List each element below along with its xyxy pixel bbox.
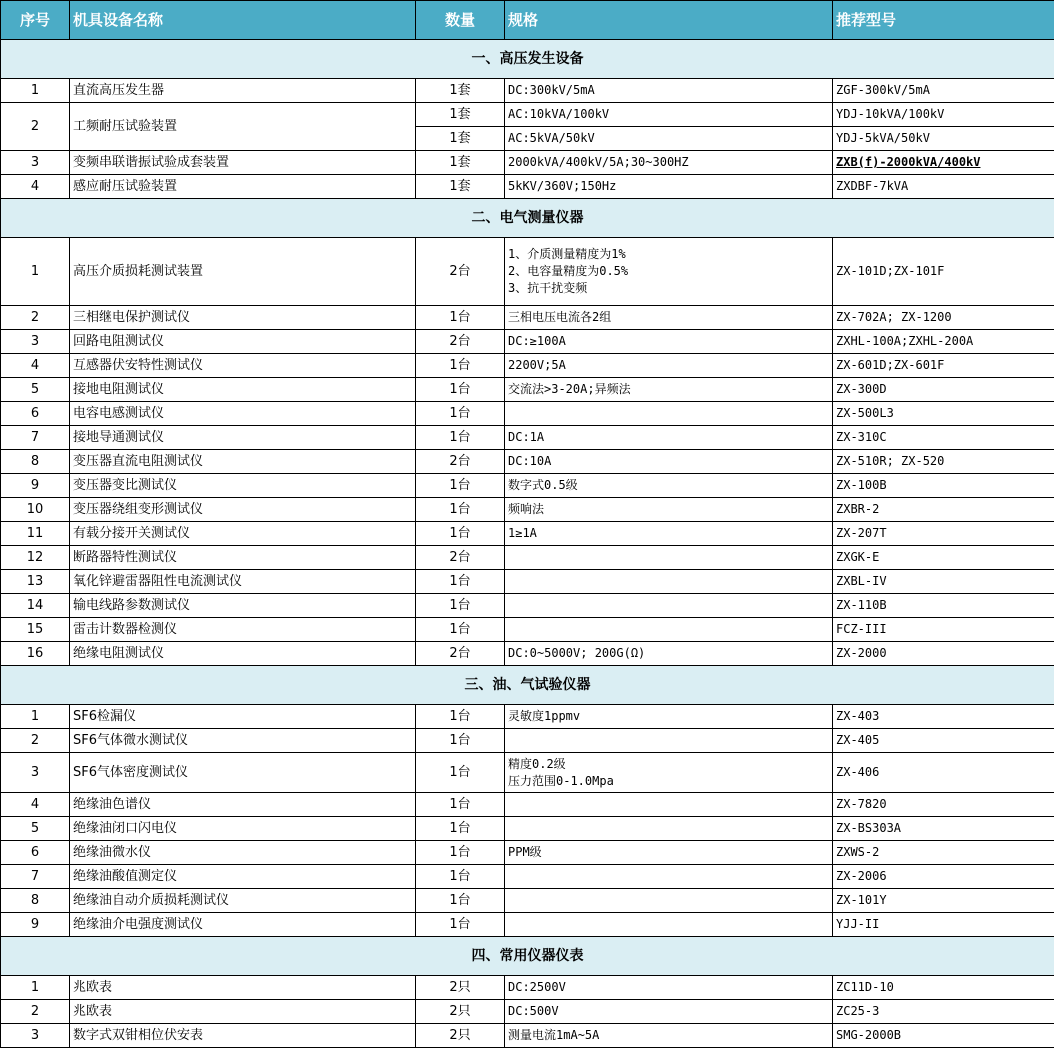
table-row — [1, 450, 1054, 474]
cell-qty: 1台 — [416, 841, 505, 865]
cell-qty: 1台 — [416, 705, 505, 729]
header-name: 机具设备名称 — [70, 1, 416, 40]
cell-name: 直流高压发生器 — [70, 79, 416, 103]
cell-seq: 14 — [1, 594, 70, 618]
cell-seq: 5 — [1, 817, 70, 841]
cell-name: 变压器变比测试仪 — [70, 474, 416, 498]
cell-model: ZX-100B — [833, 474, 1054, 498]
cell-qty: 2台 — [416, 238, 505, 306]
cell-qty: 1套 — [416, 79, 505, 103]
cell-seq: 1 — [1, 79, 70, 103]
cell-name: 三相继电保护测试仪 — [70, 306, 416, 330]
cell-qty: 1台 — [416, 402, 505, 426]
cell-qty: 1台 — [416, 729, 505, 753]
cell-spec — [505, 913, 833, 937]
cell-seq: 3 — [1, 330, 70, 354]
cell-model: ZX-110B — [833, 594, 1054, 618]
cell-qty: 2只 — [416, 976, 505, 1000]
cell-model: ZX-405 — [833, 729, 1054, 753]
cell-seq: 4 — [1, 175, 70, 199]
cell-spec: DC:500V — [505, 1000, 833, 1024]
cell-model: FCZ-III — [833, 618, 1054, 642]
cell-spec: 1≥1A — [505, 522, 833, 546]
cell-model: ZX-403 — [833, 705, 1054, 729]
cell-seq: 4 — [1, 354, 70, 378]
table-row — [1, 1000, 1054, 1024]
cell-qty: 1套 — [416, 127, 505, 151]
section-row — [1, 199, 1054, 238]
cell-name: 数字式双钳相位伏安表 — [70, 1024, 416, 1048]
table-row — [1, 546, 1054, 570]
cell-seq: 7 — [1, 865, 70, 889]
table-row — [1, 175, 1054, 199]
cell-seq: 2 — [1, 103, 70, 151]
cell-seq: 1 — [1, 976, 70, 1000]
cell-model: ZX-300D — [833, 378, 1054, 402]
cell-name: SF6检漏仪 — [70, 705, 416, 729]
table-row — [1, 1024, 1054, 1048]
cell-qty: 1台 — [416, 865, 505, 889]
cell-seq: 4 — [1, 793, 70, 817]
cell-spec: 2200V;5A — [505, 354, 833, 378]
cell-name: 接地电阻测试仪 — [70, 378, 416, 402]
cell-spec: DC:10A — [505, 450, 833, 474]
cell-spec — [505, 546, 833, 570]
header-qty: 数量 — [416, 1, 505, 40]
cell-seq: 11 — [1, 522, 70, 546]
table-row — [1, 913, 1054, 937]
table-row — [1, 976, 1054, 1000]
cell-spec: DC:1A — [505, 426, 833, 450]
cell-spec — [505, 793, 833, 817]
cell-qty: 1台 — [416, 913, 505, 937]
cell-spec: 数字式0.5级 — [505, 474, 833, 498]
cell-spec: 交流法>3-20A;异频法 — [505, 378, 833, 402]
header-spec: 规格 — [505, 1, 833, 40]
cell-model: ZX-7820 — [833, 793, 1054, 817]
cell-qty: 1台 — [416, 354, 505, 378]
cell-name: 互感器伏安特性测试仪 — [70, 354, 416, 378]
cell-name: 电容电感测试仪 — [70, 402, 416, 426]
section-row — [1, 937, 1054, 976]
cell-name: 输电线路参数测试仪 — [70, 594, 416, 618]
cell-qty: 2台 — [416, 330, 505, 354]
cell-spec — [505, 817, 833, 841]
cell-spec — [505, 594, 833, 618]
table-row — [1, 306, 1054, 330]
cell-seq: 15 — [1, 618, 70, 642]
cell-qty: 1台 — [416, 793, 505, 817]
cell-seq: 8 — [1, 450, 70, 474]
section-title: 一、高压发生设备 — [1, 40, 1054, 79]
table-row — [1, 79, 1054, 103]
cell-name: 接地导通测试仪 — [70, 426, 416, 450]
cell-model: ZXBL-IV — [833, 570, 1054, 594]
table-row — [1, 151, 1054, 175]
table-row — [1, 729, 1054, 753]
section-title: 四、常用仪器仪表 — [1, 937, 1054, 976]
cell-seq: 2 — [1, 1000, 70, 1024]
cell-spec: DC:0~5000V; 200G(Ω) — [505, 642, 833, 666]
cell-spec — [505, 729, 833, 753]
table-row — [1, 402, 1054, 426]
cell-model: ZX-702A; ZX-1200 — [833, 306, 1054, 330]
cell-model: YJJ-II — [833, 913, 1054, 937]
table-row — [1, 498, 1054, 522]
cell-qty: 1台 — [416, 474, 505, 498]
cell-name: 兆欧表 — [70, 976, 416, 1000]
cell-spec: DC:2500V — [505, 976, 833, 1000]
cell-spec: 频响法 — [505, 498, 833, 522]
cell-model: ZC11D-10 — [833, 976, 1054, 1000]
cell-seq: 3 — [1, 1024, 70, 1048]
cell-seq: 8 — [1, 889, 70, 913]
cell-qty: 2只 — [416, 1024, 505, 1048]
cell-model: ZXWS-2 — [833, 841, 1054, 865]
cell-qty: 2台 — [416, 546, 505, 570]
table-row — [1, 238, 1054, 306]
table-row — [1, 865, 1054, 889]
cell-qty: 1台 — [416, 570, 505, 594]
cell-seq: 9 — [1, 474, 70, 498]
table-row — [1, 522, 1054, 546]
cell-qty: 1套 — [416, 103, 505, 127]
cell-spec: 灵敏度1ppmv — [505, 705, 833, 729]
cell-spec: DC:≥100A — [505, 330, 833, 354]
cell-seq: 13 — [1, 570, 70, 594]
table-row — [1, 330, 1054, 354]
cell-spec: PPM级 — [505, 841, 833, 865]
section-title: 二、电气测量仪器 — [1, 199, 1054, 238]
cell-seq: 5 — [1, 378, 70, 402]
cell-name: 绝缘油介电强度测试仪 — [70, 913, 416, 937]
cell-name: 绝缘油酸值测定仪 — [70, 865, 416, 889]
cell-model: ZX-2000 — [833, 642, 1054, 666]
section-title: 三、油、气试验仪器 — [1, 666, 1054, 705]
cell-model: SMG-2000B — [833, 1024, 1054, 1048]
cell-model: ZX-207T — [833, 522, 1054, 546]
cell-model: ZX-101D;ZX-101F — [833, 238, 1054, 306]
cell-model: ZGF-300kV/5mA — [833, 79, 1054, 103]
cell-name: SF6气体微水测试仪 — [70, 729, 416, 753]
cell-seq: 6 — [1, 402, 70, 426]
cell-name: 变频串联谐振试验成套装置 — [70, 151, 416, 175]
cell-qty: 1台 — [416, 498, 505, 522]
cell-name: 绝缘油色谱仪 — [70, 793, 416, 817]
cell-spec — [505, 618, 833, 642]
cell-qty: 2只 — [416, 1000, 505, 1024]
cell-name: 变压器直流电阻测试仪 — [70, 450, 416, 474]
cell-qty: 1台 — [416, 817, 505, 841]
cell-seq: 2 — [1, 306, 70, 330]
section-row — [1, 40, 1054, 79]
cell-qty: 1台 — [416, 889, 505, 913]
cell-model: ZXBR-2 — [833, 498, 1054, 522]
cell-spec: DC:300kV/5mA — [505, 79, 833, 103]
table-row — [1, 354, 1054, 378]
cell-seq: 16 — [1, 642, 70, 666]
cell-seq: 7 — [1, 426, 70, 450]
cell-model: ZX-510R; ZX-520 — [833, 450, 1054, 474]
cell-spec — [505, 889, 833, 913]
cell-qty: 2台 — [416, 450, 505, 474]
cell-name: 绝缘油微水仪 — [70, 841, 416, 865]
cell-spec: 1、介质测量精度为1% 2、电容量精度为0.5% 3、抗干扰变频 — [505, 238, 833, 306]
cell-model: ZXDBF-7kVA — [833, 175, 1054, 199]
cell-name: 雷击计数器检测仪 — [70, 618, 416, 642]
cell-name: 高压介质损耗测试装置 — [70, 238, 416, 306]
cell-spec — [505, 865, 833, 889]
cell-seq: 10 — [1, 498, 70, 522]
cell-spec — [505, 402, 833, 426]
cell-spec — [505, 570, 833, 594]
table-row — [1, 426, 1054, 450]
cell-name: 绝缘油自动介质损耗测试仪 — [70, 889, 416, 913]
cell-qty: 1套 — [416, 175, 505, 199]
cell-seq: 3 — [1, 151, 70, 175]
table-row — [1, 594, 1054, 618]
cell-spec: AC:5kVA/50kV — [505, 127, 833, 151]
table-row — [1, 474, 1054, 498]
cell-model: YDJ-10kVA/100kV — [833, 103, 1054, 127]
header-row — [1, 1, 1054, 40]
table-row — [1, 889, 1054, 913]
cell-seq: 9 — [1, 913, 70, 937]
table-row — [1, 642, 1054, 666]
section-row — [1, 666, 1054, 705]
header-seq: 序号 — [1, 1, 70, 40]
cell-name: 回路电阻测试仪 — [70, 330, 416, 354]
cell-qty: 1台 — [416, 594, 505, 618]
cell-name: 工频耐压试验装置 — [70, 103, 416, 151]
cell-model: ZXGK-E — [833, 546, 1054, 570]
table-row — [1, 841, 1054, 865]
cell-qty: 1台 — [416, 306, 505, 330]
cell-seq: 1 — [1, 238, 70, 306]
table-row — [1, 793, 1054, 817]
cell-name: 感应耐压试验装置 — [70, 175, 416, 199]
cell-qty: 1台 — [416, 753, 505, 793]
cell-model: ZC25-3 — [833, 1000, 1054, 1024]
cell-spec: 三相电压电流各2组 — [505, 306, 833, 330]
cell-spec: 2000kVA/400kV/5A;30~300HZ — [505, 151, 833, 175]
cell-model: ZX-101Y — [833, 889, 1054, 913]
cell-model: ZX-BS303A — [833, 817, 1054, 841]
table-row — [1, 570, 1054, 594]
cell-model: ZX-500L3 — [833, 402, 1054, 426]
cell-spec: 5kKV/360V;150Hz — [505, 175, 833, 199]
table-row — [1, 378, 1054, 402]
cell-qty: 1台 — [416, 618, 505, 642]
table-row — [1, 753, 1054, 793]
cell-model: ZX-601D;ZX-601F — [833, 354, 1054, 378]
cell-qty: 1台 — [416, 378, 505, 402]
cell-model: ZX-406 — [833, 753, 1054, 793]
cell-seq: 6 — [1, 841, 70, 865]
cell-spec: 精度0.2级 压力范围0-1.0Mpa — [505, 753, 833, 793]
cell-qty: 2台 — [416, 642, 505, 666]
cell-name: 有载分接开关测试仪 — [70, 522, 416, 546]
cell-seq: 12 — [1, 546, 70, 570]
cell-seq: 1 — [1, 705, 70, 729]
cell-name: SF6气体密度测试仪 — [70, 753, 416, 793]
cell-name: 氧化锌避雷器阻性电流测试仪 — [70, 570, 416, 594]
cell-model: ZXHL-100A;ZXHL-200A — [833, 330, 1054, 354]
cell-model: ZX-310C — [833, 426, 1054, 450]
cell-spec: 测量电流1mA~5A — [505, 1024, 833, 1048]
cell-name: 绝缘电阻测试仪 — [70, 642, 416, 666]
cell-qty: 1台 — [416, 426, 505, 450]
cell-qty: 1台 — [416, 522, 505, 546]
table-row — [1, 705, 1054, 729]
cell-model: ZX-2006 — [833, 865, 1054, 889]
cell-qty: 1套 — [416, 151, 505, 175]
cell-name: 变压器绕组变形测试仪 — [70, 498, 416, 522]
cell-seq: 3 — [1, 753, 70, 793]
cell-name: 绝缘油闭口闪电仪 — [70, 817, 416, 841]
cell-model: YDJ-5kVA/50kV — [833, 127, 1054, 151]
cell-seq: 2 — [1, 729, 70, 753]
table-row — [1, 618, 1054, 642]
cell-name: 兆欧表 — [70, 1000, 416, 1024]
cell-name: 断路器特性测试仪 — [70, 546, 416, 570]
table-row — [1, 103, 1054, 127]
table-row — [1, 817, 1054, 841]
cell-model: ZXB(f)-2000kVA/400kV — [833, 151, 1054, 175]
cell-spec: AC:10kVA/100kV — [505, 103, 833, 127]
header-model: 推荐型号 — [833, 1, 1054, 40]
